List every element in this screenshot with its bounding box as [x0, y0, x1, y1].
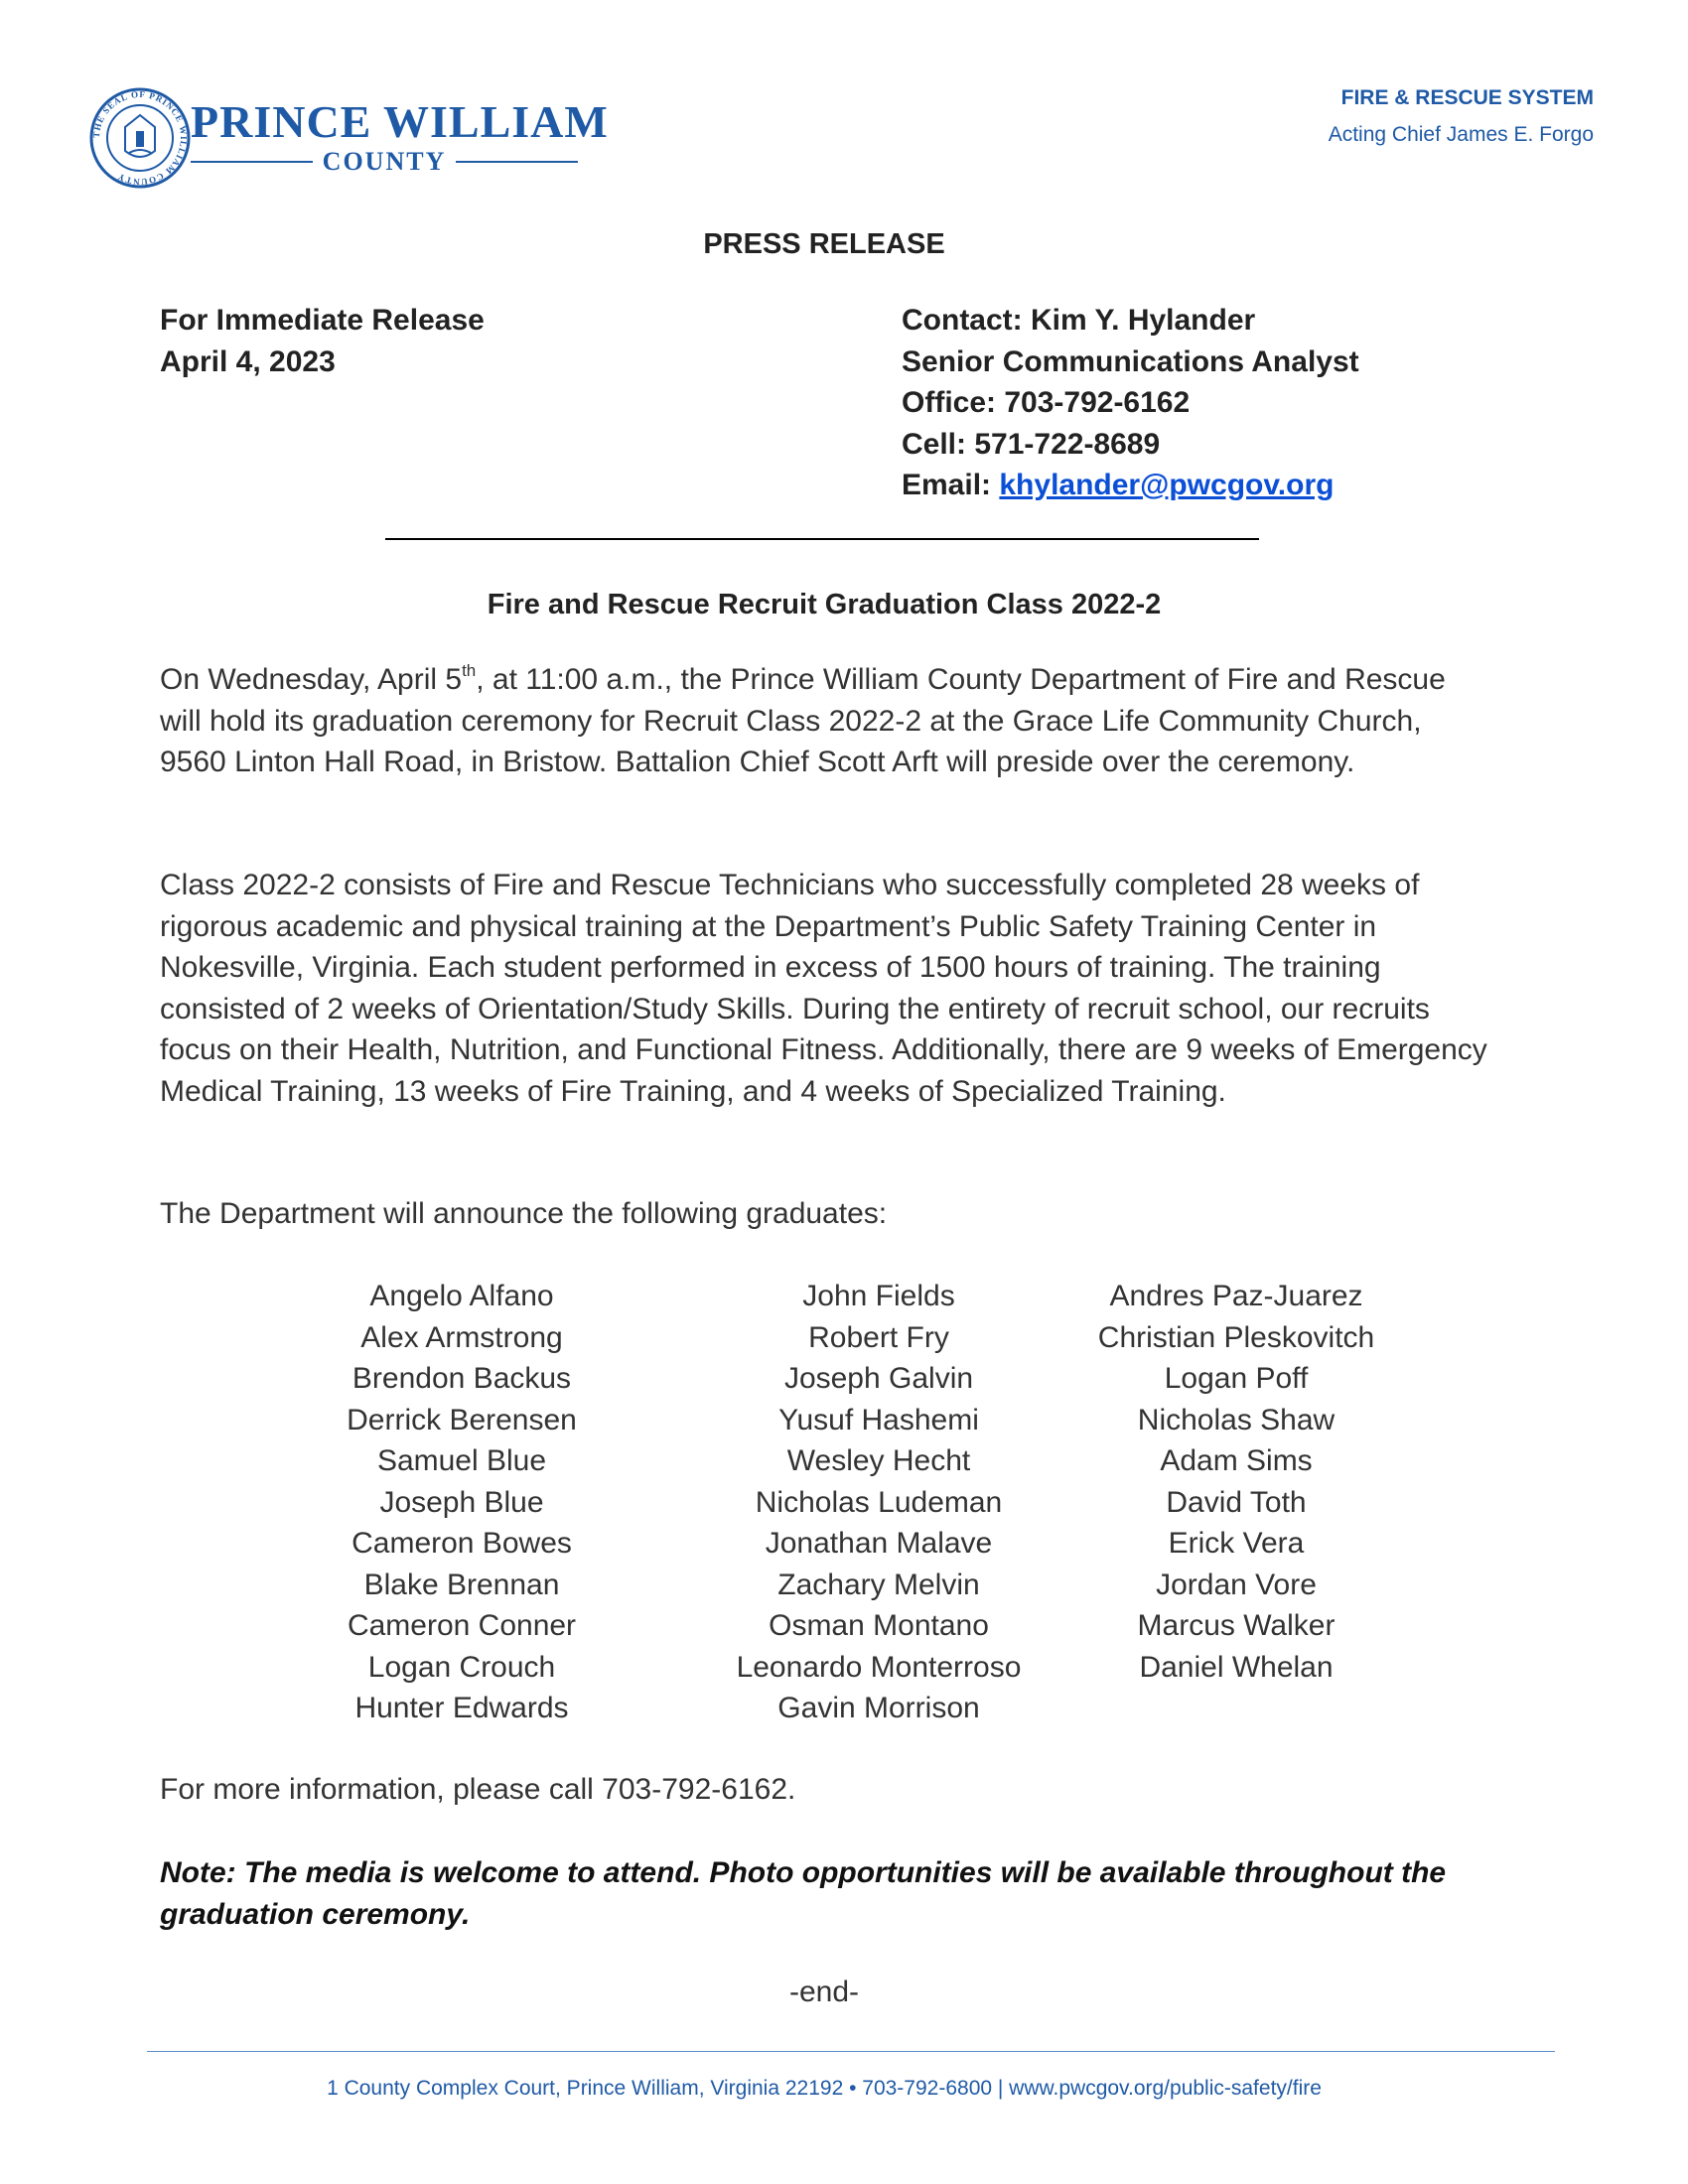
graduate-name: Andres Paz-Juarez — [1109, 1280, 1363, 1312]
graduate-name: Robert Fry — [808, 1320, 949, 1354]
graduate-name: Samuel Blue — [376, 1444, 547, 1477]
release-type: For Immediate Release — [160, 304, 485, 337]
graduate-name: Logan Crouch — [367, 1650, 556, 1684]
paragraph-graduates-intro: The Department will announce the following graduates: — [160, 1197, 888, 1230]
paragraph-more-info: For more information, please call 703-792-6162. — [160, 1773, 796, 1806]
graduate-name: Adam Sims — [1160, 1444, 1313, 1477]
graduate-name: Joseph Galvin — [783, 1362, 974, 1395]
graduate-name: Alex Armstrong — [360, 1320, 563, 1354]
graduate-name: Angelo Alfano — [369, 1280, 554, 1312]
graduate-name: Zachary Melvin — [777, 1568, 980, 1601]
graduate-name: Cameron Bowes — [352, 1527, 572, 1560]
paragraph-ceremony-rest: , at 11:00 a.m., the Prince William County Department of Fire and Rescue will hold its graduation ceremony for Recruit Class 2022-2 at the Grace Life Community Church, 9560 Linton Hall Road, in Bristow. Battalion Chief Scott Arft will preside over the ceremony. — [160, 663, 1446, 778]
end-marker: -end- — [788, 1976, 860, 2008]
graduate-name: Erick Vera — [1168, 1527, 1305, 1560]
graduates-column-2 — [715, 1276, 1043, 1729]
county-name: PRINCE WILLIAM — [191, 96, 609, 147]
email-link[interactable]: khylander@pwcgov.org — [999, 469, 1335, 501]
press-release-label: PRESS RELEASE — [703, 228, 945, 260]
department-name: FIRE & RESCUE SYSTEM — [1340, 86, 1594, 109]
paragraph-ceremony-start: On Wednesday, April 5 — [160, 663, 463, 696]
graduate-name: Osman Montano — [769, 1609, 989, 1642]
footer-divider — [147, 2051, 1555, 2052]
department-header — [1329, 79, 1594, 153]
email-label: Email: — [902, 469, 992, 501]
county-wordmark — [191, 96, 609, 176]
graduate-name: David Toth — [1166, 1485, 1307, 1519]
footer-address: 1 County Complex Court, Prince William, Virginia 22192 • 703-792-6800 | www.pwcgov.org/public-safety/fire — [327, 2077, 1322, 2100]
contact-office-phone: Office: 703-792-6162 — [902, 386, 1191, 419]
wordmark-rule-right — [456, 161, 578, 163]
graduates-column-1 — [318, 1276, 606, 1729]
graduate-name: Gavin Morrison — [777, 1692, 980, 1724]
date-ordinal-suffix: th — [462, 661, 477, 680]
county-seal-logo — [89, 87, 191, 189]
graduate-name: Cameron Conner — [347, 1609, 577, 1642]
header-divider — [385, 538, 1259, 540]
seal-ring-text: THE SEAL OF PRINCE WILLIAM COUNTY — [90, 88, 190, 188]
headline: Fire and Rescue Recruit Graduation Class 2022-2 — [487, 589, 1162, 620]
graduate-name: Christian Pleskovitch — [1097, 1320, 1375, 1354]
release-date: April 4, 2023 — [160, 344, 336, 378]
graduate-name: Logan Poff — [1164, 1362, 1309, 1395]
graduate-name: Daniel Whelan — [1139, 1650, 1334, 1684]
graduate-name: Blake Brennan — [363, 1568, 560, 1601]
contact-cell-phone: Cell: 571-722-8689 — [902, 427, 1161, 461]
graduates-column-3 — [1082, 1276, 1390, 1688]
release-info — [160, 300, 485, 382]
graduate-name: Jonathan Malave — [765, 1527, 993, 1560]
chief-name: Acting Chief James E. Forgo — [1328, 123, 1594, 146]
graduate-name: Yusuf Hashemi — [778, 1403, 979, 1436]
graduate-name: Marcus Walker — [1137, 1609, 1336, 1642]
graduate-name: Nicholas Shaw — [1137, 1403, 1336, 1436]
contact-block — [902, 300, 1359, 506]
contact-email-row — [902, 465, 1359, 506]
graduate-name: Wesley Hecht — [786, 1444, 971, 1477]
graduate-name: Derrick Berensen — [347, 1403, 577, 1436]
county-label: COUNTY — [322, 147, 447, 176]
wordmark-rule-left — [191, 161, 313, 163]
contact-title: Senior Communications Analyst — [902, 344, 1359, 378]
graduate-name: John Fields — [802, 1280, 955, 1312]
paragraph-ceremony — [160, 659, 1490, 783]
paragraph-training: Class 2022-2 consists of Fire and Rescue Technicians who successfully completed 28 weeks of rigorous academic and physical training at the Department’s Public Safety Training Center in Nokesville, Virginia. Each student performed in excess of 1500 hours of training. The training consisted of 2 weeks of Orientation/Study Skills. During the entirety of recruit school, our recruits focus on their Health, Nutrition, and Functional Fitness. Additionally, there are 9 weeks of Emergency Medical Training, 13 weeks of Fire Training, and 4 weeks of Specialized Training. — [160, 869, 1487, 1108]
graduate-name: Jordan Vore — [1156, 1568, 1317, 1601]
graduate-name: Joseph Blue — [379, 1485, 544, 1519]
graduate-name: Hunter Edwards — [354, 1692, 569, 1724]
media-note: Note: The media is welcome to attend. Photo opportunities will be available throughout the graduation ceremony. — [160, 1856, 1447, 1931]
graduate-name: Leonardo Monterroso — [736, 1650, 1022, 1684]
graduate-name: Nicholas Ludeman — [755, 1485, 1003, 1519]
graduate-name: Brendon Backus — [352, 1362, 572, 1395]
contact-name: Contact: Kim Y. Hylander — [902, 304, 1256, 337]
